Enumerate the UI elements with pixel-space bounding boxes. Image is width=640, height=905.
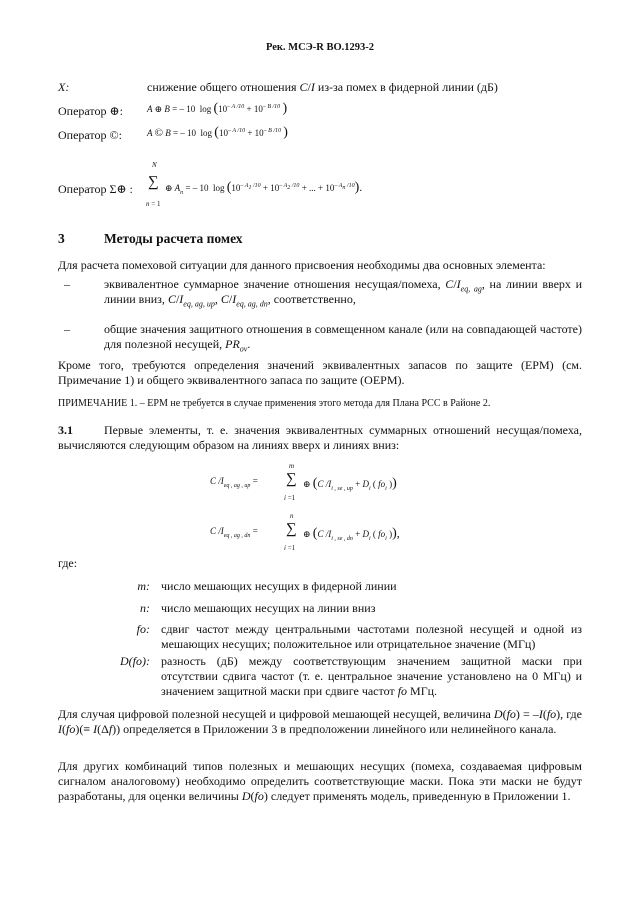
op-c-label: Оператор ©: [58,128,122,142]
eq-up-lhs: C $/I_{eq , ag , up}$ = [210,476,258,489]
var-def-fo: сдвиг частот между центральными частотами полезной несущей и одной из мешающих несущих; положительное или отрицательное значение (МГц) [161,622,582,651]
bullet-item-2: общие значения защитного отношения в совмещенном канале (или на совпадающей частоте) для полезной несущей, $PR_{ov}$. [104,322,582,354]
subsection-number: 3.1 [58,423,73,437]
eq-up-upper: m [289,462,295,470]
op-plus-label: Оператор ⊕: [58,104,123,118]
eq-dn-sum: ∑ [286,521,297,537]
note-1: ПРИМЕЧАНИЕ 1. – EPM не требуется в случае применения этого метода для Плана РСС в Районе 2. [58,398,491,409]
eq-up-lower: i =1 [284,494,296,502]
op-c-formula: A © B = – 10 $\log (10^{- A /10} + 10^{- B /10}$ ) [147,125,288,140]
var-def-m: число мешающих несущих в фидерной линии [161,579,397,593]
op-sum-label: Оператор Σ⊕ : [58,182,133,196]
sum-upper: N [152,161,157,169]
subsection-paragraph: Первые элементы, т. е. значения эквивалентных суммарных отношений несущая/помеха, вычисляются следующим образом на линиях вверх и линиях вниз: [58,423,582,452]
eq-up-rhs: ⊕ (C $/I_{i , se , up} + D_i$ ( $fo_i$ )) [303,476,397,492]
digital-paragraph: Для случая цифровой полезной несущей и цифровой мешающей несущей, величина D(fo) = –I(fo), где I(fo)(≡ I(Δf)) определяется в Приложении 3 в предположении линейного или нелинейного канала. [58,707,582,736]
epm-paragraph: Кроме того, требуются определения значений эквивалентных запасов по защите (EPM) (см. Примечание 1) и общего эквивалентного запаса по защите (OEPM). [58,358,582,387]
x-label: X: [58,80,70,94]
section-number: 3 [58,231,65,246]
x-definition: снижение общего отношения C/I из-за помех в фидерной линии (дБ) [147,80,498,94]
var-label-dfo: D(fo): [120,654,150,668]
page-header: Рек. МСЭ-R BO.1293-2 [265,42,375,53]
section-title: Методы расчета помех [104,231,243,246]
eq-up-sum: ∑ [286,471,297,487]
var-label-n: n: [140,601,150,615]
other-paragraph: Для других комбинаций типов полезных и мешающих несущих (помеха, создаваемая цифровым сигналом аналоговому) необходимо определить соответствующие маски. Пока эти маски не будут разработаны, для оценки величины D(fo) следует применять модель, приведенную в Приложении 1. [58,759,582,803]
eq-dn-lhs: C $/I_{eq , ag , dn}$ = [210,526,258,539]
op-plus-formula: A ⊕ B = – 10 $\log (10^{- A /10} + 10^{- B /10}$ ) [147,101,288,116]
eq-dn-rhs: ⊕ (C $/I_{i , se , dn} + D_i$ ( $fo_i$ )), [303,526,400,542]
var-def-n: число мешающих несущих на линии вниз [161,601,376,615]
var-label-fo: fo: [136,622,150,636]
bullet-mark-2: – [64,322,70,336]
bullet-item-1: эквивалентное суммарное значение отношения несущая/помеха, $C/I_{eq, ag}$, на линии вверх и линии вниз, $C/I_{eq, ag, up}$, $C/I_{eq, ag, dn}$, соответственно, [104,277,582,309]
var-label-m: m: [137,579,150,593]
bullet-mark-1: – [64,277,70,291]
where-label: где: [58,556,78,570]
intro-paragraph: Для расчета помеховой ситуации для данного присвоения необходимы два основных элемента: [58,258,546,272]
op-sum-formula: ⊕ $A_n$ = – 10 $\log (10^{- A_1 /10} + 10^{- A_2 /10}$ + ... + $10^{- A_n /10}$). [165,180,363,196]
sum-lower: n = 1 [146,200,161,208]
eq-dn-upper: n [290,512,294,520]
var-def-dfo: разность (дБ) между соответствующим значением защитной маски при отсутствии сдвига частот (т. е. центральное значение установлено на 0 МГц) и значением защитной маски при сдвиге частот fo МГц. [161,654,582,698]
eq-dn-lower: i =1 [284,544,296,552]
sum-sign: ∑ [148,174,159,190]
